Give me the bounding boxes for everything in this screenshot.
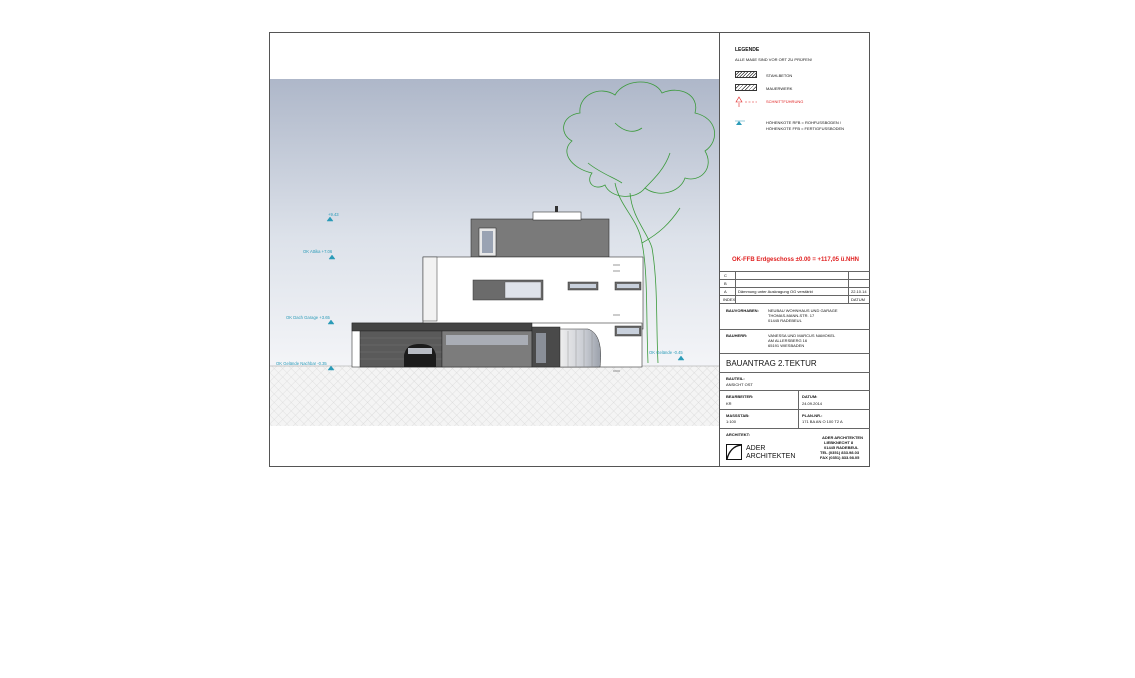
section-line-icon (735, 96, 759, 108)
legend-item: SCHNITTFÜHRUNG (766, 99, 804, 104)
massstab-value: 1:100 (726, 419, 737, 424)
level-marker-icon (735, 120, 749, 128)
level-label: +9.43 (328, 212, 339, 217)
legend-item: MAUERWERK (766, 86, 793, 91)
logo-line-2: ARCHITEKTEN (746, 453, 796, 460)
level-label: OK Gelände -0.45 (649, 350, 683, 355)
plannr-value: 171 BA AN O 100 T2 A (802, 419, 843, 424)
revision-letter: A (724, 289, 727, 294)
legend-item: HÖHENKOTE RFB = ROHFUSSBODEN / (766, 120, 842, 125)
bauvorhaben-label: BAUVORHABEN: (726, 308, 759, 313)
level-label: OK Dach Garage +3.65 (286, 315, 330, 320)
bauherr-line: 65191 WIESBADEN (768, 343, 805, 348)
datum-value: 24.09.2014 (802, 401, 823, 406)
legend-item: STAHLBETON (766, 73, 793, 78)
architect-logo-icon (726, 444, 742, 460)
revision-text: Dämmung unter Auskragung OG verstärkt (738, 289, 813, 294)
revision-date-header: DATUM (851, 297, 865, 302)
revision-index-header: INDEX (723, 297, 736, 302)
plannr-label: PLAN-NR.: (802, 413, 823, 418)
address-line: LIEBKNECHT 8 (824, 440, 854, 445)
elevation-svg (270, 33, 720, 466)
bauvorhaben-line: NEUBAU WOHNHAUS UND GARAGE (768, 308, 838, 313)
mauerwerk-swatch (735, 84, 757, 91)
bauherr-line: VANESSA UND MARCUS NAMOKEL (768, 333, 836, 338)
legend-item: HÖHENKOTE FFB = FERTIGFUSSBODEN (766, 126, 845, 131)
massstab-label: MASSSTAB: (726, 413, 750, 418)
bauteil-value: ANSICHT OST (726, 382, 753, 387)
bauvorhaben-line: THOMAS-MANN-STR. 17 (768, 313, 815, 318)
revision-letter: B (724, 281, 727, 286)
bauteil-label: BAUTEIL: (726, 376, 745, 381)
drawing-sheet (269, 32, 870, 467)
level-label: OK Attika +7.06 (303, 249, 333, 254)
architekt-label: ARCHITEKT: (726, 432, 750, 437)
legend-note: ALLE MAßE SIND VOR ORT ZU PRÜFEN! (735, 57, 812, 62)
ffb-note: OK-FFB Erdgeschoss ±0.00 = +117,05 ü.NHN (732, 257, 860, 263)
legend-title: LEGENDE (735, 47, 760, 53)
bearbeiter-label: BEARBEITER: (726, 394, 754, 399)
elevation-drawing (270, 33, 720, 466)
document-title: BAUANTRAG 2.TEKTUR (726, 359, 817, 368)
bauherr-label: BAUHERR: (726, 333, 748, 338)
address-line: 01445 RADEBEUL (824, 445, 859, 450)
level-label: OK Gelände Nachbar -0.35 (276, 361, 327, 366)
address-line: FAX (0351) 833.98.05 (820, 455, 860, 460)
revision-letter: C (724, 273, 727, 278)
stahlbeton-swatch (735, 71, 757, 78)
datum-label: DATUM: (802, 394, 818, 399)
address-line: TEL (0351) 833.98.03 (820, 450, 860, 455)
logo-line-1: ADER (746, 445, 766, 452)
bauherr-line: AM ALLERSBERG 16 (768, 338, 808, 343)
ground-hatch (270, 366, 720, 426)
title-block (719, 33, 870, 466)
revision-date: 22.10.14 (851, 289, 867, 294)
car (404, 344, 436, 367)
bearbeiter-value: KR (726, 401, 732, 406)
garage-roof (352, 323, 532, 331)
address-line: ADER ARCHITEKTEN (822, 435, 863, 440)
curved-stair (560, 329, 601, 367)
bauvorhaben-line: 01445 RADEBEUL (768, 318, 802, 323)
